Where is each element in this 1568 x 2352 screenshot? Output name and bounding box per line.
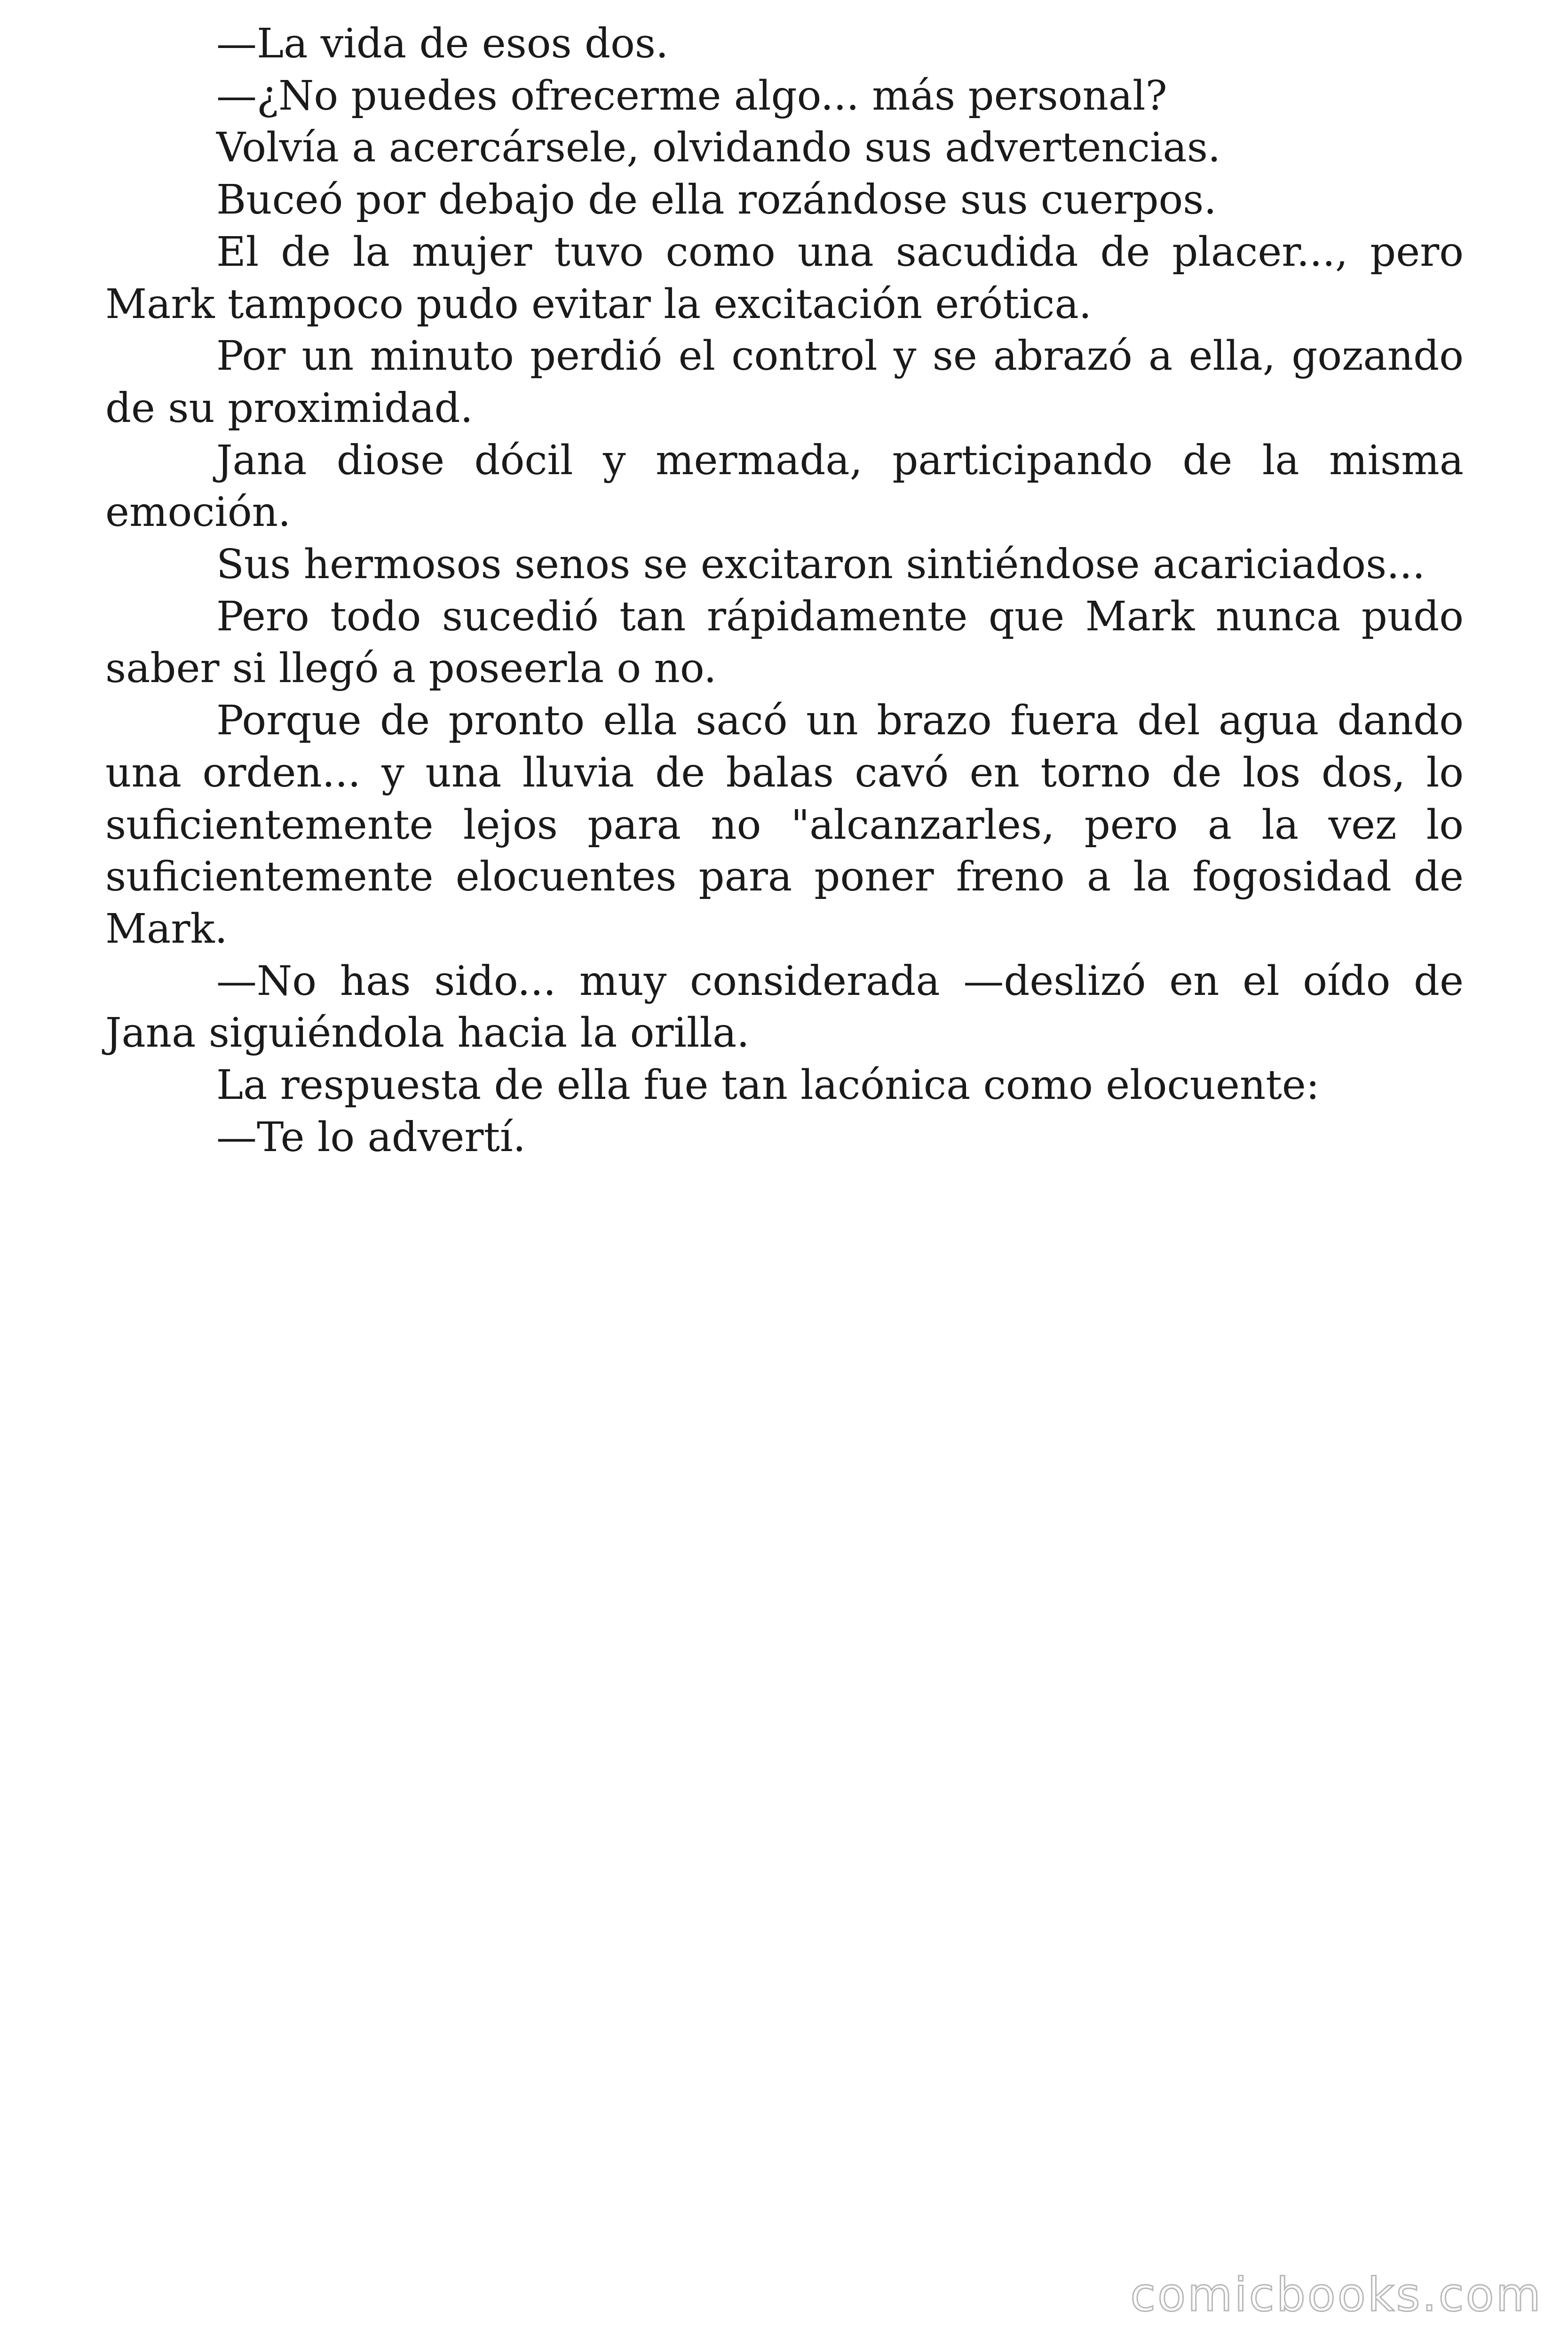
- paragraph-13: —Te lo advertí.: [216, 1113, 526, 1161]
- paragraph-8: Sus hermosos senos se excitaron sintiéndose acariciados...: [216, 541, 1425, 588]
- paragraph-12: La respuesta de ella fue tan lacónica como elocuente:: [216, 1062, 1320, 1109]
- paragraph-1: —La vida de esos dos.: [216, 20, 669, 67]
- paragraph-4: Buceó por debajo de ella rozándose sus cuerpos.: [216, 176, 1217, 224]
- paragraph-9: Pero todo sucedió tan rápidamente que Mark nunca pudo saber si llegó a poseerla o no.: [105, 593, 1464, 692]
- paragraph-11: —No has sido... muy considerada —deslizó en el oído de Jana siguiéndola hacia la orilla.: [105, 957, 1464, 1057]
- paragraph-6: Por un minuto perdió el control y se abrazó a ella, gozando de su proximidad.: [105, 333, 1464, 432]
- paragraph-7: Jana diose dócil y mermada, participando de la misma emoción.: [105, 437, 1464, 536]
- watermark: comicbooks.com: [1130, 2268, 1543, 2322]
- paragraph-2: —¿No puedes ofrecerme algo... más personal?: [216, 72, 1167, 119]
- paragraph-3: Volvía a acercársele, olvidando sus advertencias.: [216, 124, 1221, 172]
- paragraph-10: Porque de pronto ella sacó un brazo fuera del agua dando una orden... y una lluvia de balas cavó en torno de los dos, lo suficientemente lejos para no "alcanzarles, pero a la vez lo suficientemente elocuentes para poner freno a la fogosidad de Mark.: [105, 697, 1464, 953]
- body-text: [105, 18, 1464, 1163]
- paragraph-5: El de la mujer tuvo como una sacudida de placer..., pero Mark tampoco pudo evitar la excitación erótica.: [105, 228, 1464, 328]
